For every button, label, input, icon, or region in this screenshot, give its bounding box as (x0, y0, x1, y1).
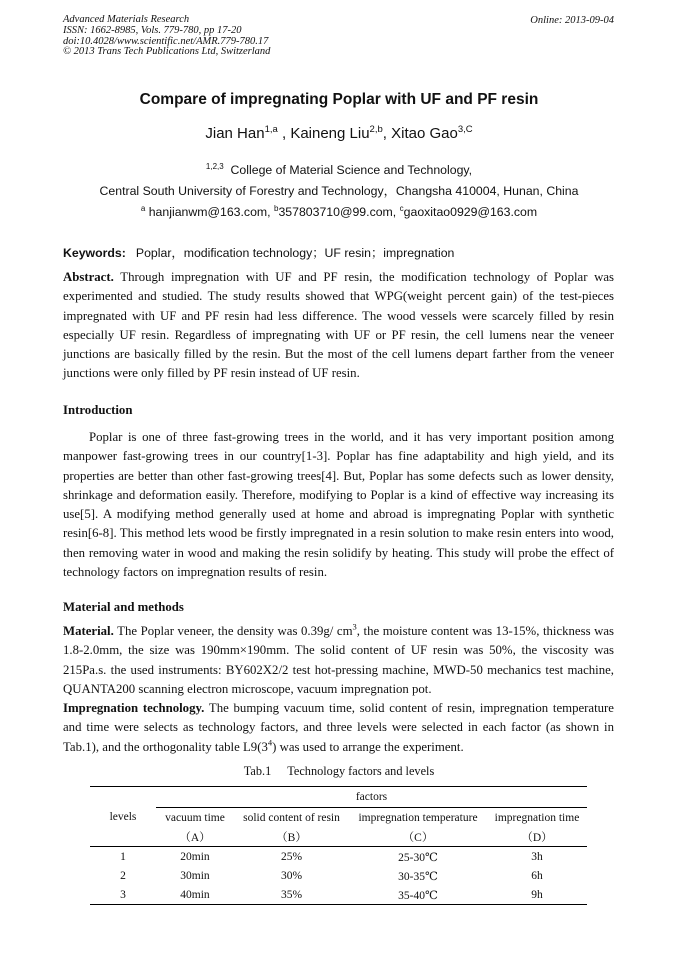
author-separator: , (277, 125, 291, 142)
abstract-label: Abstract. (63, 270, 114, 284)
impregnation-superscript: 4 (267, 737, 273, 748)
column-header: vacuum time (165, 811, 225, 824)
table-cell: 3 (120, 888, 126, 901)
material-text-cont: , the moisture content was 13-15%, thickness was 1.8-2.0mm, the size was 190mm×190mm. The solid content of UF resin was 50%, the viscosity was 215Pa.s. the used instruments: BY602X2/2 test hot-pressing machine, MWD-50 mechanics test machine, QUANTA200 scanning electron microscope, vacuum impregnation pot. (63, 624, 615, 696)
journal-header (63, 15, 270, 58)
author-affil-mark: 1,a (264, 124, 278, 135)
keywords-text: Poplar，modification technology；UF resin；impregnation (135, 246, 455, 260)
factors-header: factors (156, 787, 587, 808)
column-header: impregnation time (494, 811, 580, 824)
table-cell: 35-40℃ (398, 889, 438, 902)
table-caption (0, 764, 678, 779)
paper-title: Compare of impregnating Poplar with UF and PF resin (139, 91, 539, 108)
table-cell: 30-35℃ (398, 870, 438, 883)
email: 357803710@99.com, (278, 205, 400, 220)
author-emails (0, 204, 678, 219)
table-row (90, 866, 587, 885)
abstract (63, 268, 614, 384)
keywords-label: Keywords: (63, 246, 126, 260)
online-date: Online: 2013-09-04 (530, 15, 614, 26)
journal-issn: ISSN: 1662-8985, Vols. 779-780, pp 17-20 (63, 24, 242, 36)
email-mark: a (140, 204, 146, 213)
table-cell: 30min (180, 869, 210, 882)
introduction-text: Poplar is one of three fast-growing trees in the world, and it has very important position among manpower fast-growing trees in our country[1-3]. Poplar has fine adaptability and high yield, and its properties are better than other fast-growing trees[4]. But, Poplar has some defects such as lower density, shrinkage and deformation easily. Therefore, modifying to Poplar is a kind of effective way increasing its use[5]. A modifying method generally used at home and abroad is impregnating Poplar with synthetic resin[6-8]. This method lets wood be firstly impregnated in a resin solution to make resin enters into wood, then removing water in wood and making the resin solidify by heating. This study will probe the effect of technology factors on impregnation results of resin. (63, 430, 614, 580)
author-name: Xitao Gao (391, 125, 458, 142)
column-code: （A） (156, 827, 234, 847)
table-row (90, 885, 587, 905)
table-cell: 35% (280, 888, 303, 901)
table-row (90, 847, 587, 867)
table-cell: 40min (180, 888, 210, 901)
factors-table (90, 786, 587, 905)
column-code: （B） (234, 827, 349, 847)
material-label: Material. (63, 624, 114, 638)
email: hanjianwm@163.com, (148, 205, 274, 220)
table-cell: 25-30℃ (398, 851, 438, 864)
journal-copyright: © 2013 Trans Tech Publications Ltd, Switzerland (63, 46, 271, 58)
table-cell: 25% (280, 850, 303, 863)
keywords (63, 243, 454, 261)
introduction-heading: Introduction (63, 403, 133, 417)
affiliation-line-2: Central South University of Forestry and Technology，Changsha 410004, Hunan, China (99, 184, 579, 198)
column-header: impregnation temperature (358, 811, 478, 824)
author-separator: , (382, 125, 392, 142)
author-name: Jian Han (205, 125, 265, 142)
email-mark: b (273, 204, 279, 213)
table-cell: 1 (120, 850, 126, 863)
author-affil-mark: 2,b (369, 124, 383, 135)
methods-heading: Material and methods (63, 600, 184, 614)
author-name: Kaineng Liu (290, 125, 370, 142)
column-code: （C） (349, 827, 487, 847)
table-cell: 2 (120, 869, 126, 882)
affiliation-mark: 1,2,3 (205, 162, 224, 171)
author-affil-mark: 3,C (457, 124, 473, 135)
material-paragraph (63, 622, 614, 699)
affiliation-college: College of Material Science and Technology, (230, 163, 473, 178)
email: gaoxitao0929@163.com (403, 205, 538, 220)
impregnation-label: Impregnation technology. (63, 701, 205, 715)
column-code: （D） (487, 827, 587, 847)
table-cell: 6h (531, 869, 543, 882)
impregnation-text-cont: ) was used to arrange the experiment. (272, 739, 464, 754)
table-cell: 20min (180, 850, 210, 863)
impregnation-paragraph (63, 699, 614, 757)
column-header: solid content of resin (243, 811, 340, 824)
table-cell: 30% (280, 869, 303, 882)
material-superscript: 3 (352, 621, 357, 632)
impregnation-text: The bumping vacuum time, solid content of resin, impregnation temperature and time were selects as technology factors, and three levels were selected in each factor (as shown in Tab.1), and the orthogonality table L9(3 (63, 701, 614, 754)
journal-name: Advanced Materials Research (63, 14, 190, 25)
affiliation-line-1 (0, 162, 678, 177)
table-cell: 9h (531, 888, 543, 901)
table-caption-number: Tab.1 (243, 764, 272, 778)
abstract-text: Through impregnation with UF and PF resin, the modification technology of Poplar was experimented and studied. The study results showed that WPG(weight percent gain) of the test-pieces impregnated with UF and PF resin had less difference. The wood vessels were scarcely filled by resin especially UF resin. Regardless of impregnating with UF or PF resin, the cell lumens near the veneer junctions are basically filled by the resin. But the most of the cell lumens depart farther from the veneer junctions were only filled by PF resin instead of UF resin. (63, 270, 615, 381)
email-mark: c (399, 204, 404, 213)
journal-doi: doi:10.4028/www.scientific.net/AMR.779-780.17 (63, 35, 269, 47)
material-text: The Poplar veneer, the density was 0.39g/ cm (117, 624, 353, 638)
levels-header: levels (90, 787, 156, 847)
table-caption-text: Technology factors and levels (287, 764, 435, 778)
author-list (0, 124, 678, 142)
table-cell: 3h (531, 850, 543, 863)
